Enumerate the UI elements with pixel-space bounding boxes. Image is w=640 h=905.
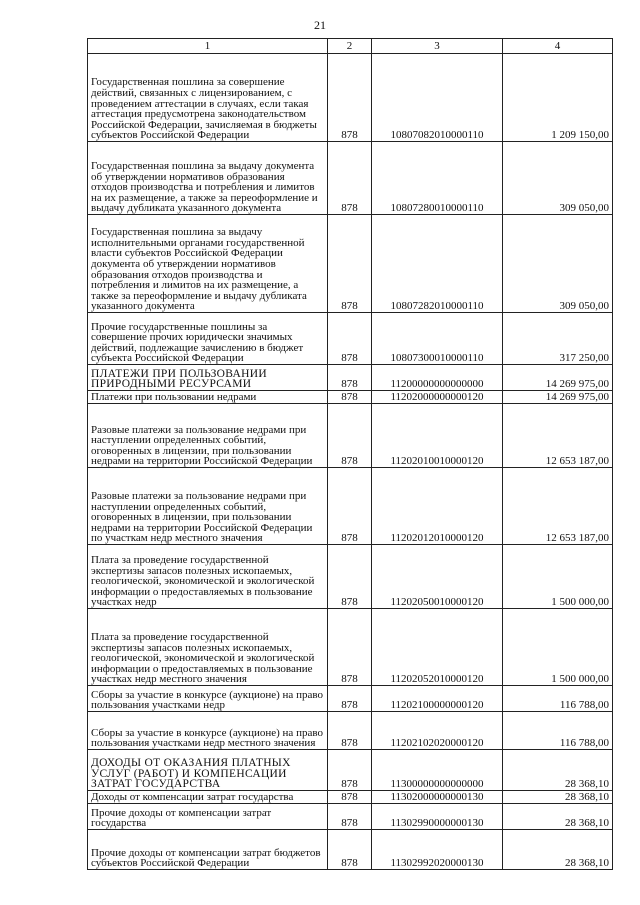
table-row xyxy=(88,391,613,404)
row-admin-code: 878 xyxy=(328,365,372,391)
table-row xyxy=(88,791,613,804)
row-budget-code: 10807082010000110 xyxy=(372,54,503,142)
row-admin-code: 878 xyxy=(328,54,372,142)
table-row xyxy=(88,215,613,313)
row-amount: 317 250,00 xyxy=(503,313,613,365)
row-description: Разовые платежи за пользование недрами при наступлении определенных событий, оговоренных в лицензии, при пользовании недрами на территории Российской Федерации xyxy=(88,404,328,468)
row-admin-code: 878 xyxy=(328,313,372,365)
table-row xyxy=(88,712,613,750)
row-admin-code: 878 xyxy=(328,215,372,313)
table-row xyxy=(88,750,613,791)
row-admin-code: 878 xyxy=(328,391,372,404)
row-description: Прочие доходы от компенсации затрат бюджетов субъектов Российской Федерации xyxy=(88,830,328,870)
table-row xyxy=(88,404,613,468)
row-admin-code: 878 xyxy=(328,712,372,750)
table-row xyxy=(88,142,613,215)
row-admin-code: 878 xyxy=(328,142,372,215)
row-amount: 28 368,10 xyxy=(503,750,613,791)
table-row xyxy=(88,468,613,545)
row-admin-code: 878 xyxy=(328,545,372,609)
row-amount: 12 653 187,00 xyxy=(503,404,613,468)
row-budget-code: 10807282010000110 xyxy=(372,215,503,313)
table-row xyxy=(88,830,613,870)
row-description: Разовые платежи за пользование недрами при наступлении определенных событий, оговоренных в лицензии, при пользовании недрами на территории Российской Федерации по участкам недр местного значения xyxy=(88,468,328,545)
row-budget-code: 11202010010000120 xyxy=(372,404,503,468)
row-amount: 28 368,10 xyxy=(503,830,613,870)
column-header-2: 2 xyxy=(328,39,372,54)
row-description: Прочие доходы от компенсации затрат государства xyxy=(88,804,328,830)
row-admin-code: 878 xyxy=(328,830,372,870)
row-admin-code: 878 xyxy=(328,686,372,712)
row-description: Платежи при пользовании недрами xyxy=(88,391,328,404)
row-budget-code: 11300000000000000 xyxy=(372,750,503,791)
row-amount: 28 368,10 xyxy=(503,791,613,804)
page-number: 21 xyxy=(314,18,326,32)
row-amount: 309 050,00 xyxy=(503,215,613,313)
row-amount: 14 269 975,00 xyxy=(503,365,613,391)
row-description: ПЛАТЕЖИ ПРИ ПОЛЬЗОВАНИИ ПРИРОДНЫМИ РЕСУРСАМИ xyxy=(88,365,328,391)
row-admin-code: 878 xyxy=(328,804,372,830)
table-row xyxy=(88,313,613,365)
row-amount: 116 788,00 xyxy=(503,686,613,712)
row-amount: 12 653 187,00 xyxy=(503,468,613,545)
column-header-4: 4 xyxy=(503,39,613,54)
table-row xyxy=(88,804,613,830)
row-budget-code: 11200000000000000 xyxy=(372,365,503,391)
row-description: Плата за проведение государственной экспертизы запасов полезных ископаемых, геологической, экономической и экологической информации о предоставляемых в пользование участках недр местного значения xyxy=(88,609,328,686)
row-description: Прочие государственные пошлины за совершение прочих юридически значимых действий, подлежащие зачислению в бюджет субъекта Российской Федерации xyxy=(88,313,328,365)
table-row xyxy=(88,686,613,712)
column-header-1: 1 xyxy=(88,39,328,54)
row-budget-code: 11202102020000120 xyxy=(372,712,503,750)
row-description: Сборы за участие в конкурсе (аукционе) на право пользования участками недр xyxy=(88,686,328,712)
row-budget-code: 11302990000000130 xyxy=(372,804,503,830)
budget-revenue-table xyxy=(87,38,613,870)
row-admin-code: 878 xyxy=(328,609,372,686)
column-header-3: 3 xyxy=(372,39,503,54)
table-row xyxy=(88,609,613,686)
row-admin-code: 878 xyxy=(328,468,372,545)
row-amount: 116 788,00 xyxy=(503,712,613,750)
row-budget-code: 10807300010000110 xyxy=(372,313,503,365)
row-amount: 1 500 000,00 xyxy=(503,609,613,686)
row-budget-code: 11202012010000120 xyxy=(372,468,503,545)
row-description: Доходы от компенсации затрат государства xyxy=(88,791,328,804)
row-amount: 1 500 000,00 xyxy=(503,545,613,609)
table-row xyxy=(88,54,613,142)
row-description: Государственная пошлина за выдачу исполнительными органами государственной власти субъектов Российской Федерации документа об утверждении нормативов образования отходов производства и потребления и лимитов на их размещение, а также за переоформление и выдачу дубликата указанного документа xyxy=(88,215,328,313)
row-admin-code: 878 xyxy=(328,791,372,804)
row-description: Плата за проведение государственной экспертизы запасов полезных ископаемых, геологической, экономической и экологической информации о предоставляемых в пользование участках недр xyxy=(88,545,328,609)
row-budget-code: 11302992020000130 xyxy=(372,830,503,870)
row-description: ДОХОДЫ ОТ ОКАЗАНИЯ ПЛАТНЫХ УСЛУГ (РАБОТ) И КОМПЕНСАЦИИ ЗАТРАТ ГОСУДАРСТВА xyxy=(88,750,328,791)
row-budget-code: 11202000000000120 xyxy=(372,391,503,404)
row-budget-code: 11202050010000120 xyxy=(372,545,503,609)
row-description: Государственная пошлина за совершение действий, связанных с лицензированием, с проведением аттестации в случаях, если такая аттестация предусмотрена законодательством Российской Федерации, зачисляемая в бюджеты субъектов Российской Федерации xyxy=(88,54,328,142)
row-admin-code: 878 xyxy=(328,750,372,791)
row-budget-code: 11202100000000120 xyxy=(372,686,503,712)
row-amount: 28 368,10 xyxy=(503,804,613,830)
row-amount: 1 209 150,00 xyxy=(503,54,613,142)
table-header-row xyxy=(88,39,613,54)
row-budget-code: 10807280010000110 xyxy=(372,142,503,215)
row-description: Государственная пошлина за выдачу документа об утверждении нормативов образования отходов производства и потребления и лимитов на их размещение, а также за переоформление и выдачу дубликата указанного документа xyxy=(88,142,328,215)
row-admin-code: 878 xyxy=(328,404,372,468)
table-row xyxy=(88,365,613,391)
row-budget-code: 11302000000000130 xyxy=(372,791,503,804)
table-row xyxy=(88,545,613,609)
row-budget-code: 11202052010000120 xyxy=(372,609,503,686)
row-description: Сборы за участие в конкурсе (аукционе) на право пользования участками недр местного значения xyxy=(88,712,328,750)
row-amount: 14 269 975,00 xyxy=(503,391,613,404)
row-amount: 309 050,00 xyxy=(503,142,613,215)
